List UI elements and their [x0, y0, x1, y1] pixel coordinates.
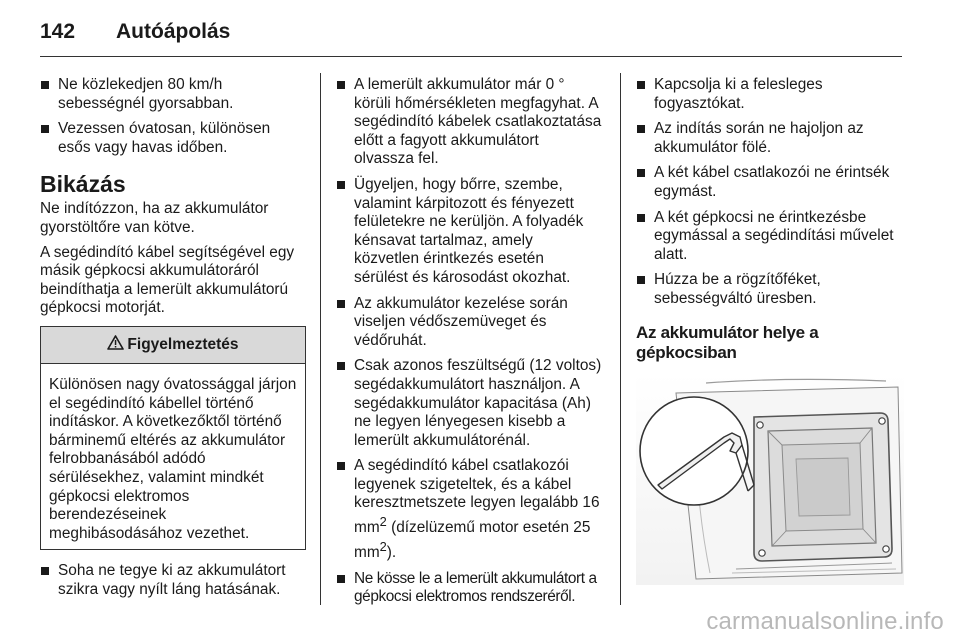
- list-item: A lemerült akkumulátor már 0 ° körüli hőmérsékleten megfagyhat. A segédindító kábelek csatlakoztatása előtt a fagyott akkumulátort olvassza fel.: [336, 76, 602, 169]
- subsection-title: Az akkumulátor helye a gépkocsiban: [636, 322, 819, 362]
- list-item: Az akkumulátor kezelése során viseljen védőszemüveget és védőruhát.: [336, 295, 602, 351]
- bullet-square-icon: [337, 462, 345, 470]
- column-2: [336, 76, 602, 614]
- bullet-square-icon: [41, 125, 49, 133]
- warning-triangle-icon: [107, 335, 124, 356]
- paragraph: A segédindító kábel segítségével egy másik gépkocsi akkumulátoráról beindíthatja a lemerült akkumulátorú gépkocsi motorját.: [40, 243, 295, 317]
- bullet-square-icon: [337, 81, 345, 89]
- list-item: A két gépkocsi ne érintkezésbe egymással a segédindítási művelet alatt.: [636, 209, 904, 265]
- bullet-square-icon: [41, 567, 49, 575]
- list-item: Ne kösse le a lemerült akkumulátort a gépkocsi elektromos rendszeréről.: [336, 570, 602, 607]
- bullet-square-icon: [337, 362, 345, 370]
- column-divider-2: [620, 73, 621, 605]
- bullet-square-icon: [337, 575, 345, 583]
- list-item: Az indítás során ne hajoljon az akkumulátor fölé.: [636, 120, 904, 157]
- warning-box: [40, 326, 306, 550]
- bullet-square-icon: [41, 81, 49, 89]
- list-item: A két kábel csatlakozói ne érintsék egymást.: [636, 164, 904, 201]
- warning-header: [41, 327, 305, 364]
- list-item: Ne közlekedjen 80 km/h sebességnél gyorsabban.: [40, 76, 306, 113]
- bullet-square-icon: [637, 125, 645, 133]
- column-1: [40, 76, 306, 606]
- list-item: Kapcsolja ki a felesleges fogyasztókat.: [636, 76, 904, 113]
- list-item: Csak azonos feszültségű (12 voltos) segédakkumulátort használjon. A segédakkumulátor kapacitása (Ah) ne legyen lényegesen kisebb a lemerült akkumulátorénál.: [336, 357, 602, 450]
- header-rule: [40, 56, 902, 57]
- bullet-square-icon: [637, 276, 645, 284]
- paragraph: Ne indítózzon, ha az akkumulátor gyorstöltőre van kötve.: [40, 200, 269, 236]
- page-number: 142: [40, 20, 76, 43]
- battery-location-illustration: [636, 373, 904, 585]
- warning-title: Figyelmeztetés: [127, 335, 239, 353]
- bullet-square-icon: [637, 169, 645, 177]
- page-header: [40, 20, 230, 44]
- list-item: Húzza be a rögzítőféket, sebességváltó üresben.: [636, 271, 904, 308]
- list-item: A segédindító kábel csatlakozói legyenek szigeteltek, és a kábel keresztmetszete legyen legalább 16 $mm^2$ (dízelüzemű motor esetén 25 $mm^2$).: [336, 457, 602, 562]
- list-item: Vezessen óvatosan, különösen esős vagy havas időben.: [40, 120, 306, 157]
- bullet-square-icon: [637, 81, 645, 89]
- section-title: Bikázás: [40, 171, 126, 198]
- column-divider-1: [320, 73, 321, 605]
- bullet-square-icon: [337, 300, 345, 308]
- page-title: Autóápolás: [116, 20, 231, 43]
- list-item: Soha ne tegye ki az akkumulátort szikra vagy nyílt láng hatásának.: [40, 562, 306, 599]
- bullet-square-icon: [337, 181, 345, 189]
- watermark: carmanualsonline.info: [706, 608, 944, 635]
- bullet-square-icon: [637, 214, 645, 222]
- column-3: [636, 76, 904, 585]
- list-item: Ügyeljen, hogy bőrre, szembe, valamint kárpitozott és fényezett felületekre ne kerüljön. A folyadék kénsavat tartalmaz, amely közvetlen érintkezés esetén sérülést és károsodást okozhat.: [336, 176, 602, 288]
- warning-body: Különösen nagy óvatossággal járjon el segédindító kábellel történő indításkor. A következőktől történő bárminemű eltérés az akkumulátor felrobbanásából adódó sérülésekhez, valamint mindkét gépkocsi elektromos berendezéseinek meghibásodásához vezethet.: [49, 375, 297, 542]
